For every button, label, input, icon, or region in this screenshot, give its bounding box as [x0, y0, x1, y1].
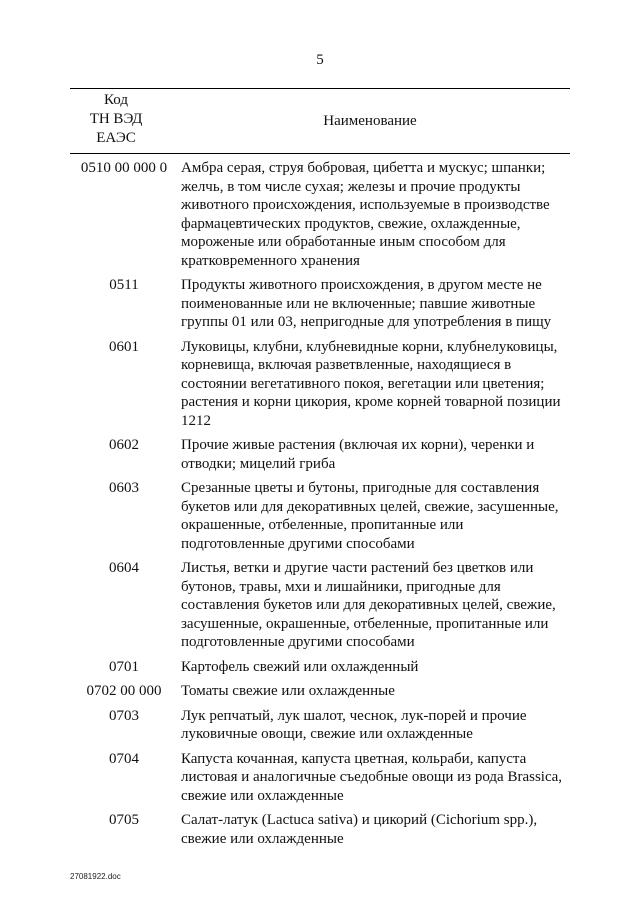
row-name: Луковицы, клубни, клубневидные корни, клубнелуковицы, корневища, включая разветвленные, находящиеся в состоянии вегетативного покоя, вегетации или цветения; растения и корни цикория, кроме корней товарной позиции 1212 — [181, 338, 561, 429]
table-row — [70, 811, 570, 848]
row-code: 0705 — [109, 812, 139, 828]
row-code: 0703 — [109, 707, 139, 724]
row-code: 0701 — [109, 658, 139, 675]
row-code: 0510 00 000 0 — [80, 160, 168, 176]
row-code: 0601 — [109, 338, 139, 355]
row-code: 0511 — [109, 277, 139, 293]
row-code: 0704 — [109, 750, 139, 767]
row-code: 0604 — [109, 560, 139, 576]
table-body — [70, 159, 570, 854]
row-name: Амбра серая, струя бобровая, цибетта и мускус; шпанки; желчь, в том числе сухая; железы и прочие продукты животного происхождения, используемые в производстве фармацевтических продуктов, свежие, охлажденные, мороженые или обработанные иным способом для кратковременного хранения — [181, 160, 550, 269]
table-row — [70, 707, 570, 744]
row-name: Листья, ветки и другие части растений без цветков или бутонов, травы, мхи и лишайники, пригодные для составления букетов или для декоративных целей, свежие, засушенные, окрашенные, отбеленные, пропитанные или подготовленные другими способами — [181, 560, 556, 650]
table-row — [70, 479, 570, 553]
table-row — [70, 682, 570, 701]
page-number: 5 — [316, 52, 324, 68]
row-name: Прочие живые растения (включая их корни), черенки и отводки; мицелий гриба — [181, 437, 535, 472]
table-row — [70, 338, 570, 431]
row-name: Срезанные цветы и бутоны, пригодные для составления букетов или для декоративных целей, свежие, засушенные, окрашенные, отбеленные, пропитанные или подготовленные другими способами — [181, 480, 559, 552]
row-code: 0602 — [109, 437, 139, 453]
table-header — [70, 88, 570, 154]
row-code: 0603 — [109, 480, 139, 496]
row-name: Салат-латук (Lactuca sativa) и цикорий (Cichorium spp.), свежие или охлажденные — [181, 812, 538, 847]
table-row — [70, 658, 570, 677]
header-code-label: Код ТН ВЭД ЕАЭС — [89, 92, 143, 146]
table-row — [70, 559, 570, 652]
table-row — [70, 436, 570, 473]
row-name: Лук репчатый, лук шалот, чеснок, лук-порей и прочие луковичные овощи, свежие или охлажденные — [181, 707, 527, 742]
row-code: 0702 00 000 — [86, 683, 162, 699]
header-name-label: Наименование — [323, 112, 417, 129]
table-row — [70, 750, 570, 806]
row-name: Капуста кочанная, капуста цветная, кольраби, капуста листовая и аналогичные съедобные овощи из рода Brassica, свежие или охлажденные — [181, 750, 563, 804]
row-name: Картофель свежий или охлажденный — [181, 658, 419, 675]
row-name: Томаты свежие или охлажденные — [181, 683, 395, 699]
footer-filename: 27081922.doc — [70, 872, 121, 881]
row-name: Продукты животного происхождения, в другом месте не поименованные или не включенные; павшие животные группы 01 или 03, непригодные для употребления в пищу — [181, 277, 552, 330]
table-row — [70, 276, 570, 332]
table-row — [70, 159, 570, 270]
